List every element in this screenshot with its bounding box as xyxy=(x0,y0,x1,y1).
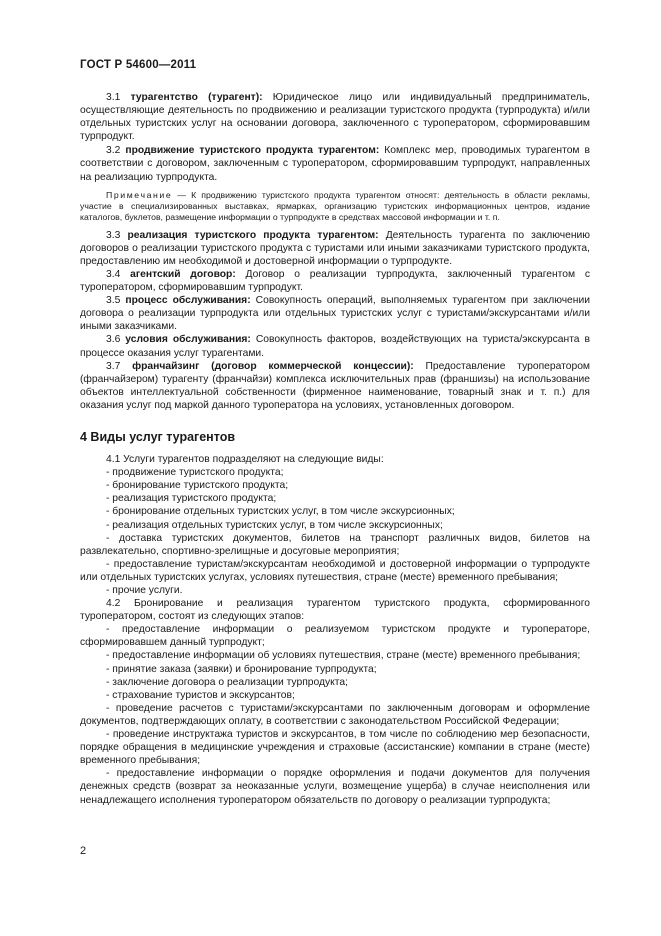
list-item: - предоставление информации об условиях путешествия, стране (месте) временного пребывания; xyxy=(106,650,581,662)
document-body xyxy=(80,91,590,807)
list-item: - предоставление туристам/экскурсантам необходимой и достоверной информации о турпродукте или отдельных туристских услугах, условиях путешествия, стране (месте) временного пребывания; xyxy=(80,558,590,583)
list-item: - проведение инструктажа туристов и экскурсантов, в том числе по соблюдению мер безопасности, порядке обращения в медицинские учреждения и страховые (ассистанские) компании в стране (месте) временного пребывания; xyxy=(80,729,590,767)
definition-3-2: 3.2 продвижение туристского продукта турагентом: Комплекс мер, проводимых турагентом в соответствии с договором, заключенным с туроператором, сформировавшим турпродукт, направленных на реализацию турпродукта. xyxy=(80,145,590,183)
note: Примечание — К продвижению туристского продукта турагентом относят: деятельность в области рекламы, участие в специализированных выставках, ярмарках, организацию туристских информационных центров, издание каталогов, буклетов, размещение информации о турпродукте в средствах массовой информации и т. п. xyxy=(80,189,590,222)
list-item: - проведение расчетов с туристами/экскурсантами по заключенным договорам и оформление документов, подтверждающих оплату, в соответствии с законодательством Российской Федерации; xyxy=(80,702,590,727)
list-item: - продвижение туристского продукта; xyxy=(106,467,284,479)
list-item: - страхование туристов и экскурсантов; xyxy=(106,689,295,701)
clause-4-1: 4.1 Услуги турагентов подразделяют на следующие виды: xyxy=(106,454,384,466)
list-item: - доставка туристских документов, билетов на транспорт различных видов, билетов на развлекательно, спортивно-зрелищные и досуговые мероприятия; xyxy=(80,532,590,557)
list-item: - предоставление информации о порядке оформления и подачи документов для получения денежных средств (возврат за неоказанные услуги, возмещение ущерба) в случае неисполнения или ненадлежащего исполнения туроператором обязательств по договору о реализации турпродукта; xyxy=(80,768,590,806)
definition-3-1: 3.1 турагентство (турагент): Юридическое лицо или индивидуальный предприниматель, осуществляющие деятельность по продвижению и реализации туристского продукта (турпродукта) и/или отдельных туристских услуг на основании договора, заключенного с туроператором, сформировавшим турпродукт. xyxy=(80,92,590,143)
definition-3-3: 3.3 реализация туристского продукта турагентом: Деятельность турагента по заключению договоров о реализации туристского продукта с туристами или иными заказчиками туристского продукта, предоставлению им необходимой и достоверной информации о турпродукте. xyxy=(80,229,590,267)
definition-3-7: 3.7 франчайзинг (договор коммерческой концессии): Предоставление туроператором (франчайзером) турагенту (франчайзи) комплекса исключительных прав (франшизы) на использование объектов интеллектуальной собственности (фирменное наименование, товарный знак и т. п.) для оказания услуг под маркой данного туроператора на условиях, установленных договором. xyxy=(80,360,590,411)
list-item: - реализация отдельных туристских услуг, в том числе экскурсионных; xyxy=(106,519,443,531)
definition-3-4: 3.4 агентский договор: Договор о реализации турпродукта, заключенный турагентом с туроператором, сформировавшим турпродукт. xyxy=(80,268,590,294)
list-item: - заключение договора о реализации турпродукта; xyxy=(106,676,348,688)
list-item: - бронирование отдельных туристских услуг, в том числе экскурсионных; xyxy=(106,506,455,518)
list-item: - предоставление информации о реализуемом туристском продукте и туроператоре, сформировавшем данный турпродукт; xyxy=(80,624,590,649)
list-item: - принятие заказа (заявки) и бронирование турпродукта; xyxy=(106,663,377,675)
definition-3-6: 3.6 условия обслуживания: Совокупность факторов, воздействующих на туриста/экскурсанта в процессе оказания услуг турагентами. xyxy=(80,334,590,359)
section-4-title: 4 Виды услуг турагентов xyxy=(80,429,236,444)
list-item: - прочие услуги. xyxy=(106,585,183,596)
definition-3-5: 3.5 процесс обслуживания: Совокупность операций, выполняемых турагентом при заключении договора о реализации турпродукта или отдельных туристских услуг с туристами/экскурсантами и/или иными заказчиками. xyxy=(80,295,590,333)
list-item: - бронирование туристского продукта; xyxy=(106,480,289,492)
list-item: - реализация туристского продукта; xyxy=(106,493,277,505)
clause-4-2: 4.2 Бронирование и реализация турагентом туристского продукта, сформированного туроператором, состоят из следующих этапов: xyxy=(80,598,590,623)
document-header: ГОСТ Р 54600—2011 xyxy=(80,59,197,71)
page-number: 2 xyxy=(80,845,87,857)
